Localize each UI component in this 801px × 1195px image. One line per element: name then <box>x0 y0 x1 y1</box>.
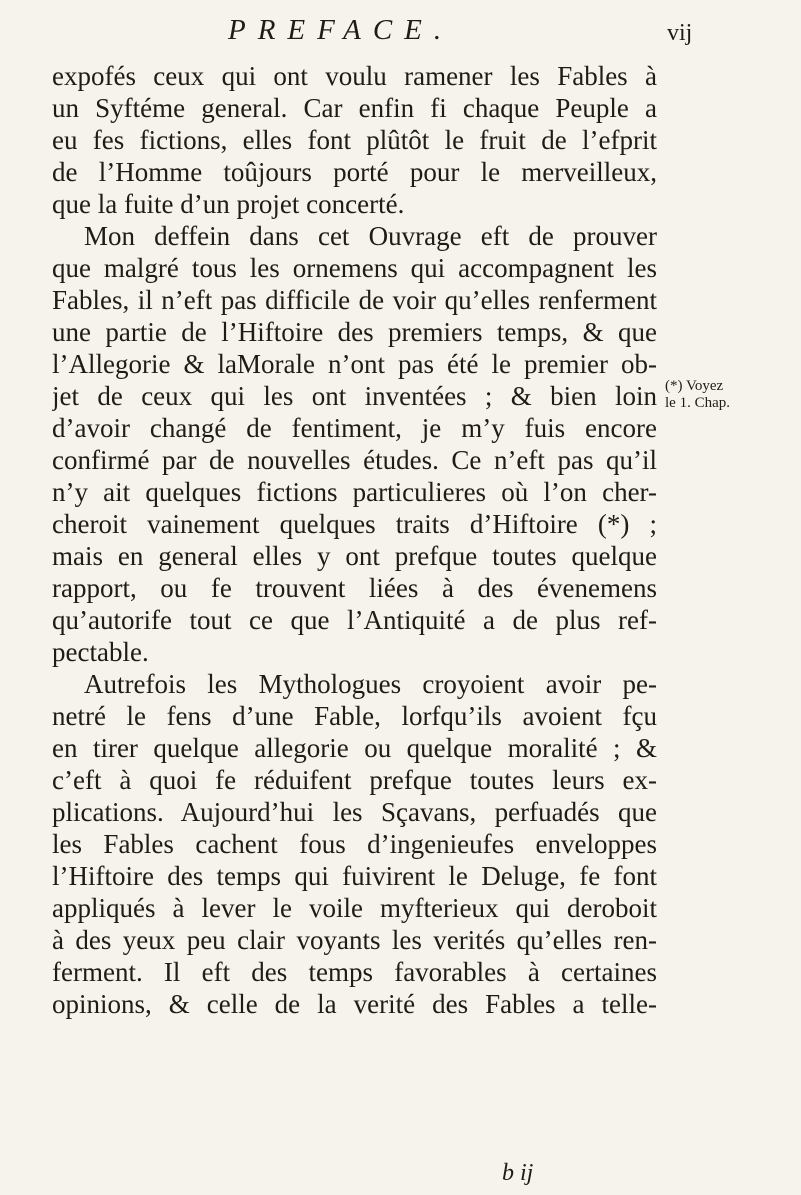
text-line: jet de ceux qui les ont inventées ; & bien loin <box>52 381 657 411</box>
paragraph <box>52 220 657 668</box>
running-title: PREFACE. <box>228 14 454 46</box>
text-line: rapport, ou fe trouvent liées à des évenemens <box>52 573 657 603</box>
text-line: Mon deffein dans cet Ouvrage eft de prouver <box>84 221 657 251</box>
text-line: mais en general elles y ont prefque toutes quelque <box>52 541 657 571</box>
text-line: de l’Homme toûjours porté pour le merveilleux, <box>52 157 657 187</box>
text-line: qu’autorife tout ce que l’Antiquité a de plus ref- <box>52 605 657 635</box>
text-line: confirmé par de nouvelles études. Ce n’eft pas qu’il <box>52 445 657 475</box>
text-line: pectable. <box>52 637 149 667</box>
text-line: en tirer quelque allegorie ou quelque moralité ; & <box>52 733 657 763</box>
text-line: d’avoir changé de fentiment, je m’y fuis encore <box>52 413 657 443</box>
text-line: à des yeux peu clair voyants les verités qu’elles ren- <box>52 925 657 955</box>
text-line: Fables, il n’eft pas difficile de voir qu’elles renferment <box>52 285 657 315</box>
text-line: ferment. Il eft des temps favorables à certaines <box>52 957 657 987</box>
body-text <box>52 60 657 1020</box>
text-line: c’eft à quoi fe réduifent prefque toutes leurs ex- <box>52 765 657 795</box>
text-line: que malgré tous les ornemens qui accompagnent les <box>52 253 657 283</box>
text-line: que la fuite d’un projet concerté. <box>52 189 405 219</box>
text-line: n’y ait quelques fictions particulieres où l’on cher- <box>52 477 657 507</box>
text-line: eu fes fictions, elles font plûtôt le fruit de l’efprit <box>52 125 657 155</box>
text-line: appliqués à lever le voile myfterieux qui deroboit <box>52 893 657 923</box>
text-line: plications. Aujourd’hui les Sçavans, perfuadés que <box>52 797 657 827</box>
text-line: une partie de l’Hiftoire des premiers temps, & que <box>52 317 657 347</box>
text-line: opinions, & celle de la verité des Fables a telle- <box>52 989 657 1019</box>
text-line: netré le fens d’une Fable, lorfqu’ils avoient fçu <box>52 701 657 731</box>
text-line: cheroit vainement quelques traits d’Hiftoire (*) ; <box>52 509 657 539</box>
text-line: les Fables cachent fous d’ingenieufes enveloppes <box>52 829 657 859</box>
margin-note-line: le 1. Chap. <box>665 395 730 411</box>
text-line: Autrefois les Mythologues croyoient avoir pe- <box>84 669 657 699</box>
text-line: l’Allegorie & laMorale n’ont pas été le premier ob- <box>52 349 657 379</box>
margin-note-line: (*) Voyez <box>665 378 724 394</box>
page-number: vij <box>667 20 693 46</box>
text-line: expofés ceux qui ont voulu ramener les Fables à <box>52 61 657 91</box>
page-header <box>0 14 801 54</box>
signature-mark: b ij <box>502 1160 534 1186</box>
text-line: un Syftéme general. Car enfin fi chaque Peuple a <box>52 93 657 123</box>
text-line: l’Hiftoire des temps qui fuivirent le Deluge, fe font <box>52 861 657 891</box>
margin-note <box>665 378 775 412</box>
paragraph <box>52 668 657 1020</box>
paragraph <box>52 60 657 220</box>
